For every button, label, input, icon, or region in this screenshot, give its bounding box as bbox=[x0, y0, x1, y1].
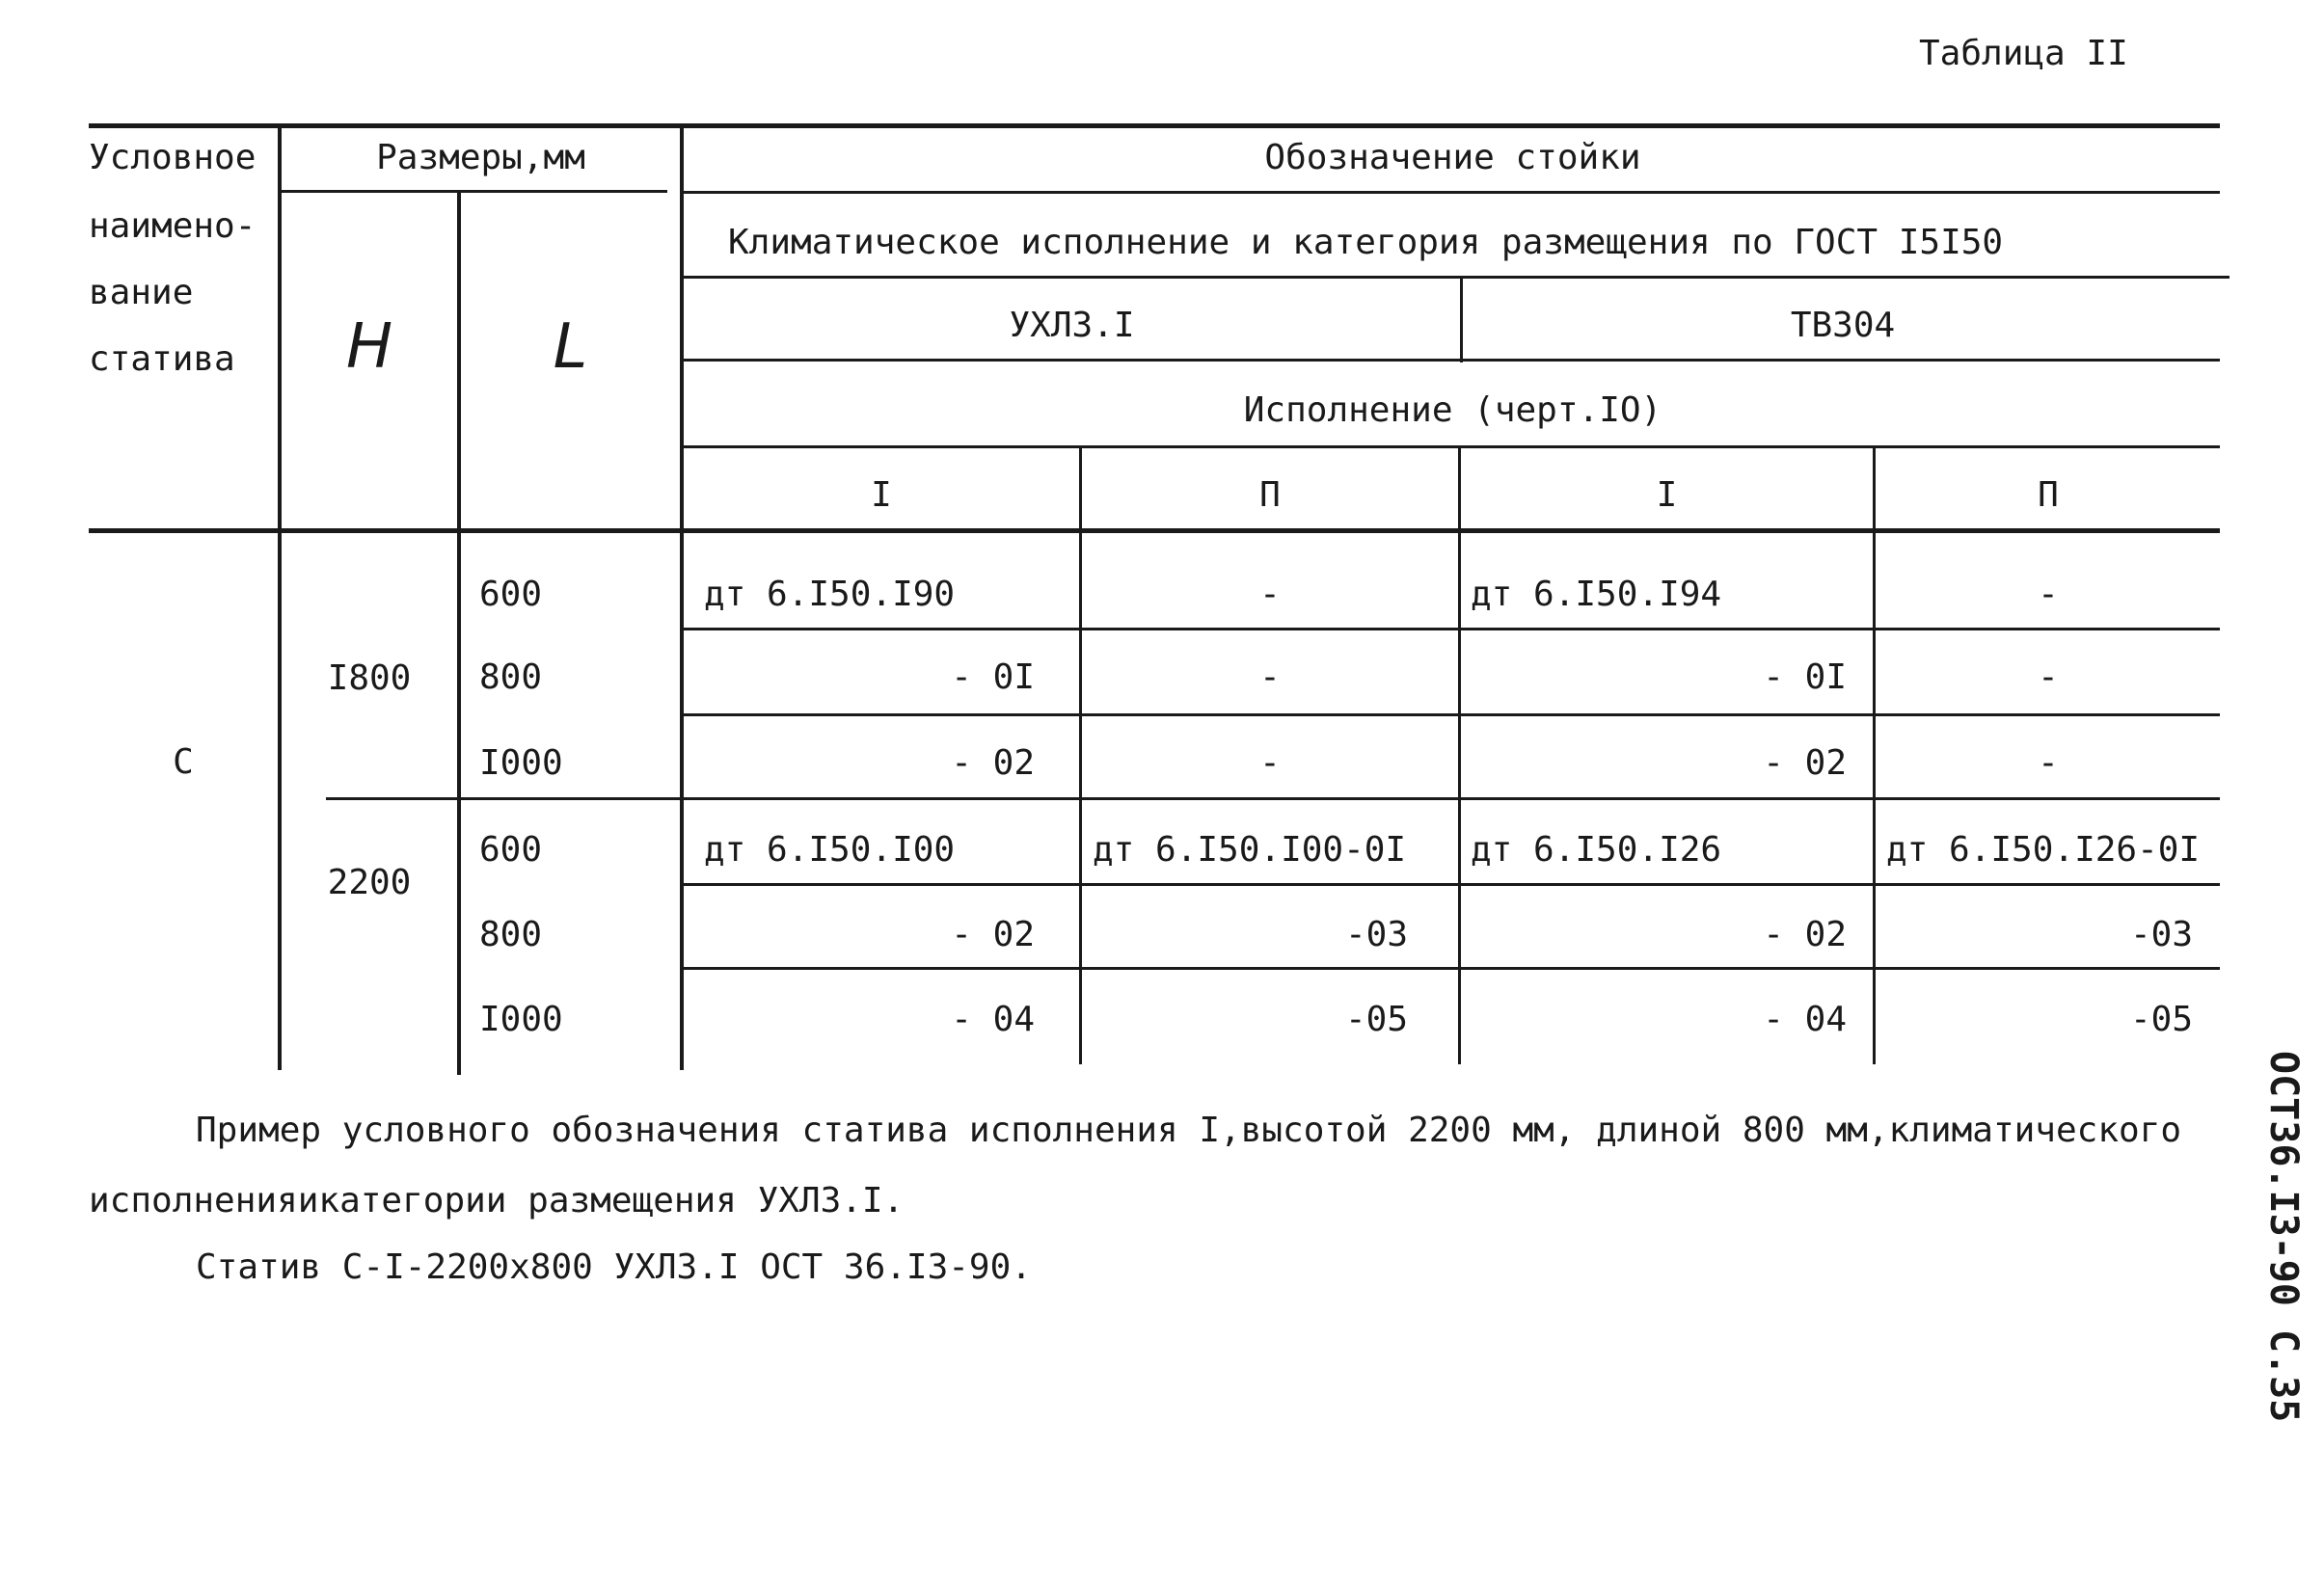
header-exec-1b: I bbox=[1656, 475, 1678, 515]
table-row-3-c3: - 02 bbox=[1763, 743, 1847, 783]
header-exec-2b: П bbox=[2038, 475, 2059, 515]
table-row-6-c4: -05 bbox=[2129, 1000, 2193, 1039]
table-row-1-l: 600 bbox=[479, 575, 543, 614]
cell-h-2200: 2200 bbox=[327, 863, 412, 902]
rule-row-1 bbox=[682, 628, 2220, 630]
table-label: Таблица II bbox=[1919, 34, 2128, 73]
table-row-5-c4: -03 bbox=[2129, 915, 2193, 954]
header-name-line-1: Условное bbox=[89, 138, 257, 177]
side-document-label: ОСТ36.I3-90 С.35 bbox=[2261, 1051, 2306, 1423]
rule-group-split bbox=[326, 797, 2220, 800]
header-designation: Обозначение стойки bbox=[1264, 138, 1641, 177]
table-row-5-c2: -03 bbox=[1344, 915, 1408, 954]
table-row-3-l: I000 bbox=[479, 743, 563, 783]
table-row-2-c1: - 0I bbox=[951, 657, 1035, 697]
table-row-5-c1: - 02 bbox=[951, 915, 1035, 954]
table-row-5-c3: - 02 bbox=[1763, 915, 1847, 954]
rule-under-climate bbox=[682, 276, 2229, 279]
note-line-3: Статив С-I-2200х800 УХЛЗ.I ОСТ 36.I3-90. bbox=[196, 1247, 1032, 1287]
table-row-4-c1: дт 6.I50.I00 bbox=[704, 830, 956, 870]
col-rule-exec-3 bbox=[1873, 445, 1876, 1064]
header-name-line-2: наимено- bbox=[89, 206, 257, 246]
table-top-rule bbox=[89, 123, 2220, 128]
table-row-1-c3: дт 6.I50.I94 bbox=[1471, 575, 1722, 614]
note-line-2: исполненияикатегории размещения УХЛЗ.I. bbox=[89, 1181, 905, 1220]
note-line-1: Пример условного обозначения статива исполнения I,высотой 2200 мм, длиной 800 мм,климатического bbox=[196, 1111, 2182, 1150]
rule-under-execution bbox=[682, 445, 2220, 448]
table-row-4-c4: дт 6.I50.I26-0I bbox=[1886, 830, 2201, 870]
cell-name: С bbox=[173, 742, 194, 782]
header-exec-2a: П bbox=[1259, 475, 1281, 515]
header-name-line-3: вание bbox=[89, 273, 194, 312]
table-row-1-c4: - bbox=[2038, 575, 2059, 614]
table-row-5-l: 800 bbox=[479, 915, 543, 954]
cell-h-1800: I800 bbox=[327, 658, 412, 698]
col-rule-name bbox=[278, 123, 282, 1070]
rule-under-designation bbox=[682, 191, 2220, 194]
table-row-4-c3: дт 6.I50.I26 bbox=[1471, 830, 1722, 870]
table-row-4-l: 600 bbox=[479, 830, 543, 870]
rule-row-4 bbox=[682, 883, 2220, 886]
header-climate-a: УХЛЗ.I bbox=[1009, 306, 1135, 345]
col-rule-climate-split bbox=[1460, 276, 1463, 362]
header-execution: Исполнение (черт.IO) bbox=[1243, 390, 1662, 430]
table-row-3-c4: - bbox=[2038, 743, 2059, 783]
header-name-line-4: статива bbox=[89, 339, 235, 379]
table-row-4-c2: дт 6.I50.I00-0I bbox=[1093, 830, 1407, 870]
header-sizes: Размеры,мм bbox=[376, 138, 585, 177]
header-climate-b: ТВЗ04 bbox=[1790, 306, 1896, 345]
table-row-3-c2: - bbox=[1259, 743, 1281, 783]
rule-under-climate-codes bbox=[682, 359, 2220, 362]
header-bottom-rule bbox=[89, 528, 2220, 533]
rule-row-5 bbox=[682, 967, 2220, 970]
table-row-6-l: I000 bbox=[479, 1000, 563, 1039]
table-row-1-c2: - bbox=[1259, 575, 1281, 614]
table-row-2-c2: - bbox=[1259, 657, 1281, 697]
header-l: L bbox=[553, 311, 588, 383]
table-row-6-c3: - 04 bbox=[1763, 1000, 1847, 1039]
header-h: H bbox=[345, 311, 393, 383]
table-row-3-c1: - 02 bbox=[951, 743, 1035, 783]
table-row-6-c2: -05 bbox=[1344, 1000, 1408, 1039]
table-row-2-c4: - bbox=[2038, 657, 2059, 697]
table-row-6-c1: - 04 bbox=[951, 1000, 1035, 1039]
header-climate: Климатическое исполнение и категория размещения по ГОСТ I5I50 bbox=[728, 223, 2004, 262]
rule-under-sizes bbox=[282, 190, 667, 193]
rule-row-2 bbox=[682, 713, 2220, 716]
table-row-1-c1: дт 6.I50.I90 bbox=[704, 575, 956, 614]
table-row-2-l: 800 bbox=[479, 657, 543, 697]
header-exec-1a: I bbox=[871, 475, 892, 515]
table-row-2-c3: - 0I bbox=[1763, 657, 1847, 697]
